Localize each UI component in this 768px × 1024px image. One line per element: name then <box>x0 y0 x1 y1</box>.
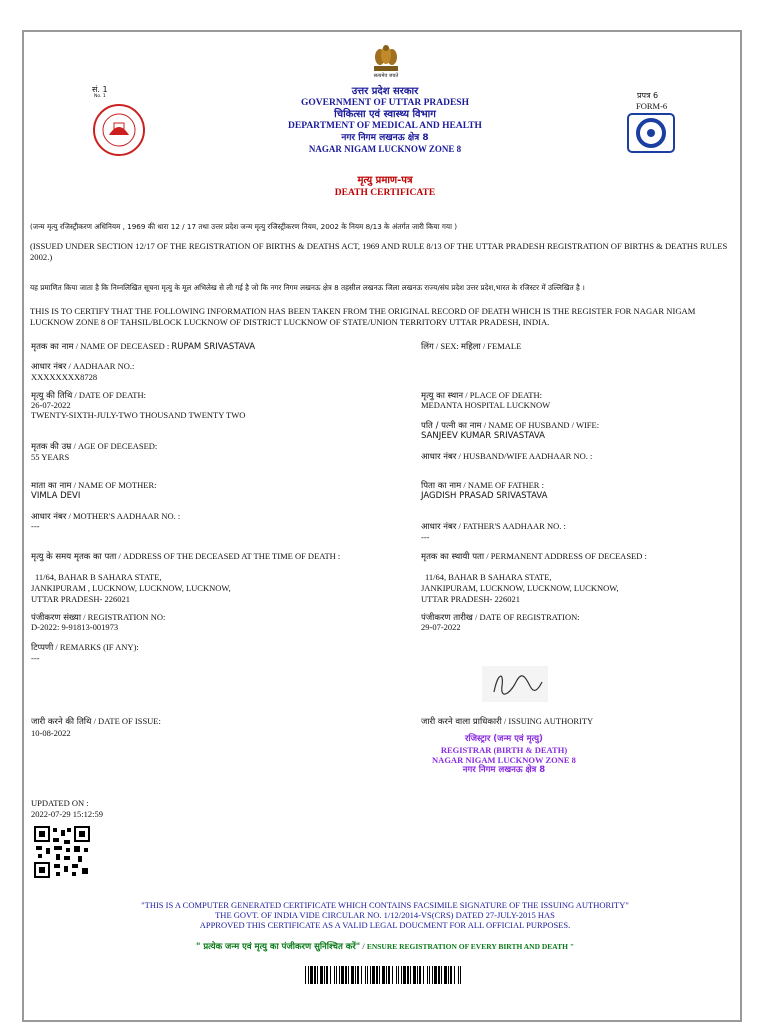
dept-en: DEPARTMENT OF MEDICAL AND HEALTH <box>288 121 482 131</box>
registrar-title-hi: रजिस्ट्रार (जन्म एवं मृत्यु) <box>465 734 543 744</box>
gov-en: GOVERNMENT OF UTTAR PRADESH <box>301 98 469 108</box>
footer-line-3: APPROVED THIS CERTIFICATE AS A VALID LEGAL DOUCMENT FOR ALL OFFICIAL PURPOSES. <box>199 920 571 930</box>
spouse-name-value: SANJEEV KUMAR SRIVASTAVA <box>421 431 545 441</box>
mother-name-value: VIMLA DEVI <box>31 491 81 501</box>
father-name-label: पिता का नाम / NAME OF FATHER : <box>421 480 544 491</box>
address-at-death-value: 11/64, BAHAR B SAHARA STATE, JANKIPURAM , LUCKNOW, LUCKNOW, LUCKNOW, UTTAR PRADESH- 226021 <box>31 572 231 604</box>
date-of-death-label: मृत्यु की तिथि / DATE OF DEATH: <box>31 390 146 401</box>
sex-label: लिंग / SEX: महिला / FEMALE <box>421 341 522 352</box>
serial-en: No. 1 <box>94 94 106 99</box>
serial-hi: सं. 1 <box>92 85 108 94</box>
permanent-address-label: मृतक का स्थायी पता / PERMANENT ADDRESS OF DECEASED : <box>421 551 647 562</box>
emblem-motto: सत्यमेव जयते <box>373 73 399 79</box>
qr-code-icon <box>34 826 90 878</box>
registrar-signature-icon <box>480 664 550 704</box>
registrar-title-en: REGISTRAR (BIRTH & DEATH) <box>440 745 568 755</box>
name-of-deceased-label: मृतक का नाम / NAME OF DECEASED : RUPAM SRIVASTAVA <box>31 341 256 352</box>
up-government-seal-icon <box>92 103 146 157</box>
slogan: " प्रत्येक जन्म एवं मृत्यु का पंजीकरण सुनिश्चित करें" / ENSURE REGISTRATION OF EVERY BIRTH AND DEATH " <box>195 941 575 952</box>
mother-name-label: माता का नाम / NAME OF MOTHER: <box>31 480 157 491</box>
name-of-deceased-value: RUPAM SRIVASTAVA <box>171 342 256 352</box>
place-of-death-value: MEDANTA HOSPITAL LUCKNOW <box>421 400 551 410</box>
gov-hi: उत्तर प्रदेश सरकार <box>351 86 419 97</box>
form-en: FORM-6 <box>636 101 668 111</box>
updated-on-label: UPDATED ON : <box>31 798 89 808</box>
footer-line-2: THE GOVT. OF INDIA VIDE CIRCULAR NO. 1/12/2014-VS(CRS) DATED 27-JULY-2015 HAS <box>215 910 555 920</box>
registrar-zone-en: NAGAR NIGAM LUCKNOW ZONE 8 <box>432 755 576 765</box>
issuing-authority-label: जारी करने वाला प्राधिकारी / ISSUING AUTHORITY <box>421 716 594 727</box>
certify-hi: यह प्रमाणित किया जाता है कि निम्नलिखित सूचना मृत्यु के मूल अभिलेख से ली गई है जो कि नगर निगम लखनऊ क्षेत्र 8 तहसील लखनऊ जिला लखनऊ राज्य/संघ प्रदेश उत्तर प्रदेश,भारत के रजिस्टर में उल्लिखित है । <box>30 283 585 292</box>
remarks-label: टिप्पणी / REMARKS (IF ANY): <box>31 642 139 653</box>
date-of-death-value: 26-07-2022 <box>31 400 71 410</box>
title-en: DEATH CERTIFICATE <box>334 188 436 198</box>
father-name-value: JAGDISH PRASAD SRIVASTAVA <box>421 491 548 501</box>
dept-hi: चिकित्सा एवं स्वास्थ्य विभाग <box>334 109 436 120</box>
remarks-value: --- <box>31 653 40 663</box>
crs-logo-icon <box>627 113 675 153</box>
registration-no-label: पंजीकरण संख्या / REGISTRATION NO: <box>31 612 166 623</box>
aadhaar-value: XXXXXXXX8728 <box>31 372 98 382</box>
age-value: 55 YEARS <box>31 452 70 462</box>
spouse-aadhaar-label: आधार नंबर / HUSBAND/WIFE AADHAAR NO. : <box>421 451 593 462</box>
certify-en: THIS IS TO CERTIFY THAT THE FOLLOWING INFORMATION HAS BEEN TAKEN FROM THE ORIGINAL RECORD OF DEATH WHICH IS THE REGISTER FOR NAGAR NIGAM LUCKNOW ZONE 8 OF TAHSIL/BLOCK LUCKNOW OF DISTRICT LUCKNOW OF STATE/UNION TERRITORY UTTAR PRADESH, INDIA. <box>30 306 696 327</box>
father-aadhaar-label: आधार नंबर / FATHER'S AADHAAR NO. : <box>421 521 566 532</box>
footer-line-1: "THIS IS A COMPUTER GENERATED CERTIFICATE WHICH CONTAINS FACSIMILE SIGNATURE OF THE ISSUING AUTHORITY" <box>141 900 629 910</box>
date-of-registration-value: 29-07-2022 <box>421 622 461 632</box>
date-of-issue-label: जारी करने की तिथि / DATE OF ISSUE: <box>31 716 161 727</box>
date-of-issue-value: 10-08-2022 <box>31 728 71 738</box>
updated-on-value: 2022-07-29 15:12:59 <box>31 809 104 819</box>
issued-under-en: (ISSUED UNDER SECTION 12/17 OF THE REGISTRATION OF BIRTHS & DEATHS ACT, 1969 AND RULE 8/13 OF THE UTTAR PRADESH REGISTRATION OF BIRTHS & DEATHS RULES 2002.) <box>30 241 728 262</box>
form-hi: प्रपत्र 6 <box>637 91 659 100</box>
address-at-death-label: मृत्यु के समय मृतक का पता / ADDRESS OF THE DECEASED AT THE TIME OF DEATH : <box>31 551 341 562</box>
issued-under-hi: (जन्म मृत्यु रजिस्ट्रीकरण अधिनियम , 1969 की धारा 12 / 17 तथा उत्तर प्रदेश जन्म मृत्यु रजिस्ट्रीकरण नियम, 2002 के नियम 8/13 के अंतर्गत जारी किया गया ) <box>30 222 458 231</box>
zone-en: NAGAR NIGAM LUCKNOW ZONE 8 <box>308 144 462 154</box>
sex-value: महिला <box>460 342 481 352</box>
mother-aadhaar-label: आधार नंबर / MOTHER'S AADHAAR NO. : <box>31 511 181 522</box>
father-aadhaar-value: --- <box>421 532 430 542</box>
mother-aadhaar-value: --- <box>31 521 40 531</box>
title-hi: मृत्यु प्रमाण-पत्र <box>357 175 413 186</box>
date-of-death-words: TWENTY-SIXTH-JULY-TWO THOUSAND TWENTY TWO <box>31 410 246 420</box>
spouse-name-label: पति / पत्नी का नाम / NAME OF HUSBAND / WIFE: <box>421 420 600 431</box>
registrar-zone-hi: नगर निगम लखनऊ क्षेत्र 8 <box>462 765 546 775</box>
date-of-registration-label: पंजीकरण तारीख / DATE OF REGISTRATION: <box>421 612 580 623</box>
permanent-address-value: 11/64, BAHAR B SAHARA STATE, JANKIPURAM, LUCKNOW, LUCKNOW, LUCKNOW, UTTAR PRADESH- 226021 <box>421 572 619 604</box>
aadhaar-label: आधार नंबर / AADHAAR NO.: <box>31 361 135 372</box>
zone-hi: नगर निगम लखनऊ क्षेत्र 8 <box>341 133 429 143</box>
registration-no-value: D-2022: 9-91813-001973 <box>31 622 119 632</box>
barcode-icon <box>305 966 463 984</box>
place-of-death-label: मृत्यु का स्थान / PLACE OF DEATH: <box>421 390 542 401</box>
age-label: मृतक की उम्र / AGE OF DECEASED: <box>31 441 158 452</box>
